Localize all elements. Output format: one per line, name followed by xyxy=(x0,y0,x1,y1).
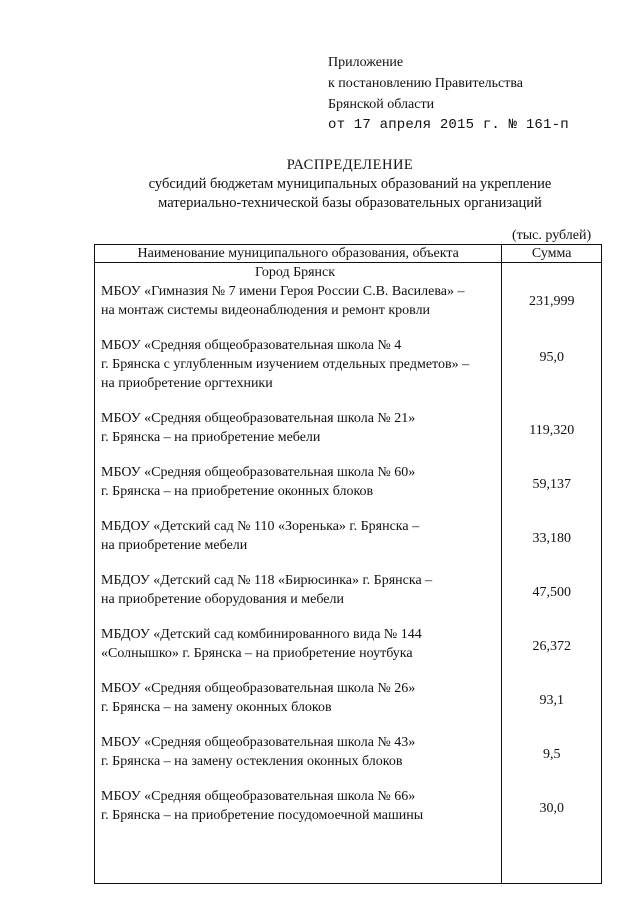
row-spacer xyxy=(95,447,602,463)
object-name-line: МБДОУ «Детский сад № 118 «Бирюсинка» г. Брянска – xyxy=(101,573,433,588)
object-name-line: МБОУ «Средняя общеобразовательная школа № 4 xyxy=(101,338,402,353)
row-spacer xyxy=(95,609,602,625)
sum-value: 47,500 xyxy=(532,585,571,600)
object-name-cell xyxy=(95,517,502,555)
city-sum-cell xyxy=(502,263,602,283)
appendix-title: Приложение xyxy=(328,55,404,70)
sum-value: 95,0 xyxy=(539,350,564,365)
object-name-line: МБОУ «Средняя общеобразовательная школа № 21» xyxy=(101,411,416,426)
row-spacer xyxy=(95,501,602,517)
spacer-cell xyxy=(95,320,502,336)
spacer-cell xyxy=(95,663,502,679)
object-name-cell xyxy=(95,282,502,320)
table-row xyxy=(95,625,602,663)
appendix-region: Брянской области xyxy=(328,97,435,112)
distribution-table xyxy=(94,244,602,884)
row-spacer xyxy=(95,393,602,409)
object-name-cell xyxy=(95,409,502,447)
spacer-cell xyxy=(502,447,602,463)
sum-cell xyxy=(502,679,602,717)
table-row xyxy=(95,336,602,393)
document-heading xyxy=(0,156,640,213)
spacer-cell xyxy=(502,393,602,409)
units-label: (тыс. рублей) xyxy=(512,228,592,243)
table-row xyxy=(95,517,602,555)
spacer-cell xyxy=(95,447,502,463)
table-bottom-row xyxy=(95,841,602,884)
row-spacer xyxy=(95,320,602,336)
table-row xyxy=(95,733,602,771)
spacer-cell xyxy=(502,717,602,733)
city-cell xyxy=(95,263,502,283)
object-name-line: г. Брянска – на замену остекления оконных блоков xyxy=(101,754,403,769)
spacer-cell xyxy=(95,609,502,625)
sum-value: 30,0 xyxy=(539,801,564,816)
table-row xyxy=(95,409,602,447)
spacer-cell xyxy=(502,663,602,679)
document-title: РАСПРЕДЕЛЕНИЕ xyxy=(286,157,414,173)
object-name-line: на монтаж системы видеонаблюдения и ремонт кровли xyxy=(101,303,431,318)
column-header-sum: Сумма xyxy=(502,245,602,263)
object-name-line: г. Брянска – на приобретение оконных блоков xyxy=(101,484,374,499)
object-name-line: г. Брянска – на приобретение посудомоечной машины xyxy=(101,808,424,823)
row-spacer xyxy=(95,555,602,571)
table-row xyxy=(95,571,602,609)
column-header-name: Наименование муниципального образования, объекта xyxy=(95,245,502,263)
sum-cell xyxy=(502,336,602,393)
spacer-cell xyxy=(95,501,502,517)
city-name: Город Брянск xyxy=(255,265,336,280)
appendix-block xyxy=(328,52,569,136)
object-name-line: г. Брянска – на замену оконных блоков xyxy=(101,700,332,715)
sum-value: 33,180 xyxy=(532,531,571,546)
sum-value: 59,137 xyxy=(532,477,571,492)
table-row xyxy=(95,463,602,501)
sum-value: 119,320 xyxy=(529,423,575,438)
object-name-line: «Солнышко» г. Брянска – на приобретение ноутбука xyxy=(101,646,413,661)
object-name-line: г. Брянска с углубленным изучением отдельных предметов» – xyxy=(101,357,470,372)
sum-value: 93,1 xyxy=(539,693,564,708)
sum-cell xyxy=(502,463,602,501)
sum-cell xyxy=(502,571,602,609)
object-name-cell xyxy=(95,336,502,393)
spacer-cell xyxy=(502,771,602,787)
sum-cell xyxy=(502,733,602,771)
spacer-cell xyxy=(502,555,602,571)
spacer-cell xyxy=(502,501,602,517)
sum-cell xyxy=(502,517,602,555)
object-name-cell xyxy=(95,679,502,717)
object-name-line: МБОУ «Средняя общеобразовательная школа № 66» xyxy=(101,789,416,804)
spacer-cell xyxy=(502,320,602,336)
object-name-line: МБДОУ «Детский сад комбинированного вида № 144 xyxy=(101,627,422,642)
sum-cell xyxy=(502,625,602,663)
object-name-line: на приобретение оргтехники xyxy=(101,376,273,391)
row-spacer xyxy=(95,717,602,733)
document-subtitle-line-2: материально-технической базы образовательных организаций xyxy=(158,195,542,211)
object-name-line: на приобретение оборудования и мебели xyxy=(101,592,344,607)
object-name-line: на приобретение мебели xyxy=(101,538,248,553)
object-name-line: МБОУ «Средняя общеобразовательная школа № 43» xyxy=(101,735,416,750)
sum-cell xyxy=(502,787,602,825)
table-body xyxy=(95,263,602,884)
appendix-date-number: от 17 апреля 2015 г. № 161-п xyxy=(328,117,569,133)
object-name-cell xyxy=(95,625,502,663)
sum-cell xyxy=(502,409,602,447)
object-name-line: МБДОУ «Детский сад № 110 «Зоренька» г. Брянска – xyxy=(101,519,420,534)
table-row xyxy=(95,282,602,320)
object-name-line: г. Брянска – на приобретение мебели xyxy=(101,430,321,445)
document-subtitle-line-1: субсидий бюджетам муниципальных образований на укрепление xyxy=(148,176,552,192)
spacer-cell xyxy=(95,555,502,571)
spacer-cell xyxy=(95,771,502,787)
object-name-cell xyxy=(95,733,502,771)
row-spacer xyxy=(95,663,602,679)
row-spacer xyxy=(95,771,602,787)
spacer-cell xyxy=(502,609,602,625)
table-row-city xyxy=(95,263,602,283)
object-name-line: МБОУ «Средняя общеобразовательная школа № 60» xyxy=(101,465,416,480)
sum-value: 231,999 xyxy=(528,294,575,309)
table-row xyxy=(95,679,602,717)
table-header-row xyxy=(95,245,602,263)
object-name-line: МБОУ «Средняя общеобразовательная школа № 26» xyxy=(101,681,416,696)
spacer-cell xyxy=(95,825,502,841)
sum-value: 9,5 xyxy=(542,747,561,762)
table-row xyxy=(95,787,602,825)
object-name-cell xyxy=(95,787,502,825)
row-spacer xyxy=(95,825,602,841)
object-name-cell xyxy=(95,463,502,501)
spacer-cell xyxy=(502,825,602,841)
object-name-cell xyxy=(95,571,502,609)
sum-cell xyxy=(502,282,602,320)
sum-value: 26,372 xyxy=(532,639,571,654)
object-name-line: МБОУ «Гимназия № 7 имени Героя России С.В. Василева» – xyxy=(101,284,465,299)
bottom-cell xyxy=(95,841,502,884)
spacer-cell xyxy=(95,717,502,733)
bottom-cell xyxy=(502,841,602,884)
spacer-cell xyxy=(95,393,502,409)
appendix-resolution: к постановлению Правительства xyxy=(328,76,524,91)
